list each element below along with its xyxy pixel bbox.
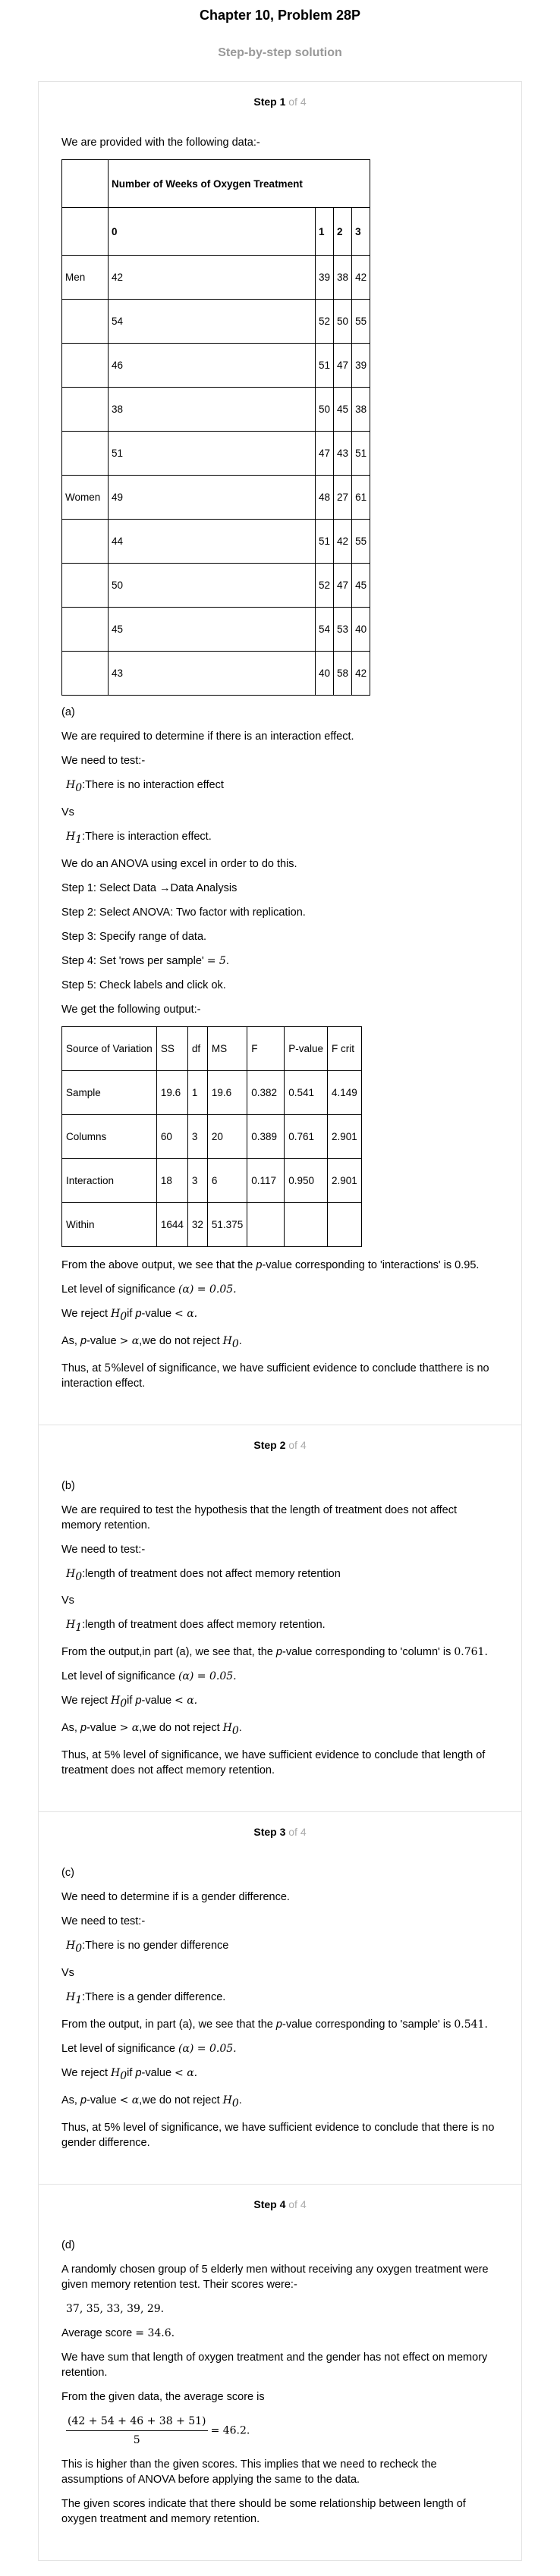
anova-h-pvalue: P-value xyxy=(285,1026,328,1070)
anova-h-ss: SS xyxy=(156,1026,187,1070)
data-cell: 27 xyxy=(334,476,352,520)
anova-header-row xyxy=(62,1026,362,1070)
part-a-required: We are required to determine if there is an interaction effect. xyxy=(61,730,354,743)
average-fraction: $\frac{(42 + 54 + 46 + 38 + 51)}{5}$ xyxy=(68,2414,206,2446)
step-2-of: of 4 xyxy=(288,1438,307,1451)
anova-table-body xyxy=(62,1070,362,1246)
anova-line: We do an ANOVA using excel in order to do this. xyxy=(61,857,297,870)
data-table-row xyxy=(62,300,370,344)
data-cell: 50 xyxy=(334,300,352,344)
anova-row xyxy=(62,1114,362,1158)
anova-cell: 3 xyxy=(187,1114,207,1158)
step-3-label: Step 3 xyxy=(253,1826,286,1839)
excel-step-1: Step 1: Select Data →Data Analysis xyxy=(61,881,238,894)
part-d-scores: 37, 35, 33, 39, 29. xyxy=(66,2302,165,2315)
data-cell: 51 xyxy=(352,432,370,476)
anova-table xyxy=(61,1026,362,1247)
anova-cell: 2.901 xyxy=(327,1158,361,1202)
data-table-header-row xyxy=(62,160,370,208)
data-cell: 42 xyxy=(109,256,316,300)
part-b-vs: Vs xyxy=(61,1594,74,1607)
data-cell: 47 xyxy=(334,344,352,388)
step-4 xyxy=(39,2185,521,2560)
anova-h-fcrit: F crit xyxy=(327,1026,361,1070)
step-4-of: of 4 xyxy=(288,2197,307,2210)
data-table-row xyxy=(62,520,370,564)
part-b-los: Let level of significance (α) = 0.05. xyxy=(61,1670,237,1683)
part-a-h0: $H_0:There$ is no interaction effect xyxy=(66,779,224,794)
bottom-spacer xyxy=(0,2561,560,2576)
anova-cell: 0.541 xyxy=(285,1070,328,1114)
step-2-heading xyxy=(61,1439,499,1451)
oxygen-data-table xyxy=(61,159,370,696)
step-3-of: of 4 xyxy=(288,1826,307,1839)
data-cell: 42 xyxy=(352,256,370,300)
part-b-reject: We reject $H_0if$ p-value < α. xyxy=(61,1695,198,1711)
data-cell: 43 xyxy=(334,432,352,476)
data-row-group xyxy=(62,608,109,652)
part-a-from-output: From the above output, we see that the p-value corresponding to 'interactions' is 0.95. xyxy=(61,1258,480,1271)
part-a-thus: Thus, at 5%level of significance, we have sufficient evidence to conclude thatthere is no interaction effect. xyxy=(61,1362,489,1390)
anova-cell: 0.117 xyxy=(247,1158,285,1202)
part-c-los: Let level of significance (α) = 0.05. xyxy=(61,2042,237,2055)
data-cell: 44 xyxy=(109,520,316,564)
anova-cell: 0.382 xyxy=(247,1070,285,1114)
data-row-group xyxy=(62,652,109,696)
excel-step-3: Step 3: Specify range of data. xyxy=(61,930,207,943)
data-cell: 45 xyxy=(109,608,316,652)
anova-cell: Sample xyxy=(62,1070,157,1114)
data-cell: 47 xyxy=(334,564,352,608)
part-a-as: As, p-value > α,we do not reject $H_0$. xyxy=(61,1334,242,1350)
part-a-vs: Vs xyxy=(61,806,74,818)
part-d-label: (d) xyxy=(61,2238,75,2251)
part-b-thus: Thus, at 5% level of significance, we have sufficient evidence to conclude that length of treatment does not affect memory retention. xyxy=(61,1749,486,1777)
data-row-group xyxy=(62,344,109,388)
data-row-group: Women xyxy=(62,476,109,520)
part-d-intro: A randomly chosen group of 5 elderly men without receiving any oxygen treatment were given memory retention test. Their scores were:- xyxy=(61,2263,489,2291)
anova-cell: 51.375 xyxy=(207,1202,247,1246)
data-cell: 55 xyxy=(352,520,370,564)
data-cell: 45 xyxy=(352,564,370,608)
data-row-group: Men xyxy=(62,256,109,300)
data-cell: 49 xyxy=(109,476,316,520)
data-cell: 51 xyxy=(316,520,334,564)
part-c-vs: Vs xyxy=(61,1967,74,1980)
step-1 xyxy=(39,82,521,1425)
anova-cell: Within xyxy=(62,1202,157,1246)
data-col-0: 0 xyxy=(109,208,316,256)
step-4-heading xyxy=(61,2198,499,2210)
data-cell: 53 xyxy=(334,608,352,652)
data-cell: 54 xyxy=(109,300,316,344)
excel-step-4: Step 4: Set 'rows per sample' = 5. xyxy=(61,954,229,967)
data-table-row xyxy=(62,256,370,300)
part-b-as: As, p-value > α,we do not reject $H_0$. xyxy=(61,1722,242,1738)
part-a-h1: $H_1:There$ is interaction effect. xyxy=(66,830,212,846)
anova-cell xyxy=(285,1202,328,1246)
data-cell: 39 xyxy=(316,256,334,300)
data-cell: 38 xyxy=(352,388,370,432)
data-cell: 50 xyxy=(109,564,316,608)
anova-row xyxy=(62,1070,362,1114)
data-table-col-blank xyxy=(62,208,109,256)
data-table-corner xyxy=(62,160,109,208)
data-col-2: 2 xyxy=(334,208,352,256)
page-header xyxy=(0,0,560,60)
part-d-average: Average score = 34.6. xyxy=(61,2326,175,2339)
data-cell: 38 xyxy=(334,256,352,300)
part-d-higher: This is higher than the given scores. This implies that we need to recheck the assumptions of ANOVA before applying the same to the data. xyxy=(61,2458,437,2486)
anova-h-ms: MS xyxy=(207,1026,247,1070)
step-4-label: Step 4 xyxy=(253,2197,286,2210)
data-cell: 43 xyxy=(109,652,316,696)
data-cell: 47 xyxy=(316,432,334,476)
data-cell: 42 xyxy=(352,652,370,696)
anova-cell xyxy=(247,1202,285,1246)
data-cell: 52 xyxy=(316,300,334,344)
part-c-required: We need to determine if is a gender difference. xyxy=(61,1891,290,1904)
anova-cell: 60 xyxy=(156,1114,187,1158)
page-title: Chapter 10, Problem 28P xyxy=(199,8,361,23)
data-cell: 40 xyxy=(316,652,334,696)
data-cell: 52 xyxy=(316,564,334,608)
data-cell: 38 xyxy=(109,388,316,432)
anova-cell: 1644 xyxy=(156,1202,187,1246)
data-cell: 42 xyxy=(334,520,352,564)
part-d-conclusion: The given scores indicate that there should be some relationship between length of oxygen treatment and memory retention. xyxy=(61,2497,466,2525)
data-cell: 40 xyxy=(352,608,370,652)
anova-cell: 0.950 xyxy=(285,1158,328,1202)
data-cell: 58 xyxy=(334,652,352,696)
part-a-label: (a) xyxy=(61,706,75,718)
data-cell: 55 xyxy=(352,300,370,344)
anova-h-source: Source of Variation xyxy=(62,1026,157,1070)
data-cell: 61 xyxy=(352,476,370,520)
part-a-need-test: We need to test:- xyxy=(61,755,146,767)
part-b-required: We are required to test the hypothesis that the length of treatment does not affect memory retention. xyxy=(61,1503,457,1531)
anova-h-f: F xyxy=(247,1026,285,1070)
anova-cell: Interaction xyxy=(62,1158,157,1202)
data-table-row xyxy=(62,388,370,432)
data-table-body xyxy=(62,256,370,696)
anova-cell: 18 xyxy=(156,1158,187,1202)
data-row-group xyxy=(62,300,109,344)
anova-cell: 1 xyxy=(187,1070,207,1114)
data-table-row xyxy=(62,432,370,476)
part-b-need-test: We need to test:- xyxy=(61,1543,146,1556)
data-cell: 54 xyxy=(316,608,334,652)
solution-card xyxy=(38,81,522,2561)
step-2 xyxy=(39,1425,521,1813)
page-subtitle: Step-by-step solution xyxy=(218,46,342,59)
anova-row xyxy=(62,1202,362,1246)
anova-cell: 0.389 xyxy=(247,1114,285,1158)
data-table-row xyxy=(62,344,370,388)
data-table-row xyxy=(62,476,370,520)
anova-cell: 19.6 xyxy=(207,1070,247,1114)
data-table-col-row xyxy=(62,208,370,256)
part-d-assume: We have sum that length of oxygen treatment and the gender has not effect on memory retention. xyxy=(61,2351,488,2379)
data-row-group xyxy=(62,564,109,608)
data-col-1: 1 xyxy=(316,208,334,256)
anova-h-df: df xyxy=(187,1026,207,1070)
data-row-group xyxy=(62,388,109,432)
part-c-need-test: We need to test:- xyxy=(61,1915,146,1928)
part-a-reject: We reject $H_0if$ p-value < α. xyxy=(61,1307,198,1323)
arrow-icon: → xyxy=(159,881,171,894)
anova-cell: 32 xyxy=(187,1202,207,1246)
step-3 xyxy=(39,1812,521,2185)
anova-cell: 2.901 xyxy=(327,1114,361,1158)
part-d-fraction: $\frac{(42 + 54 + 46 + 38 + 51)}{5}$ = 46.2. xyxy=(68,2414,250,2446)
step-1-label: Step 1 xyxy=(253,96,286,108)
step-2-label: Step 2 xyxy=(253,1438,286,1451)
step-1-of: of 4 xyxy=(288,96,307,108)
part-b-h1: $H_1:length$ of treatment does affect memory retention. xyxy=(66,1619,326,1635)
data-row-group xyxy=(62,432,109,476)
part-c-h1: $H_1:There$ is a gender difference. xyxy=(66,1991,226,2006)
anova-cell xyxy=(327,1202,361,1246)
part-c-h0: $H_0:There$ is no gender difference xyxy=(66,1940,229,1956)
part-b-from: From the output,in part (a), we see that, the p-value corresponding to 'column' is 0.761. xyxy=(61,1646,488,1659)
data-cell: 51 xyxy=(109,432,316,476)
anova-cell: 20 xyxy=(207,1114,247,1158)
data-row-group xyxy=(62,520,109,564)
data-cell: 51 xyxy=(316,344,334,388)
data-table-header: Number of Weeks of Oxygen Treatment xyxy=(109,160,370,208)
data-table-row xyxy=(62,564,370,608)
anova-cell: 6 xyxy=(207,1158,247,1202)
anova-cell: Columns xyxy=(62,1114,157,1158)
data-col-3: 3 xyxy=(352,208,370,256)
excel-step-5: Step 5: Check labels and click ok. xyxy=(61,979,226,991)
part-c-as: As, p-value < α,we do not reject $H_0$. xyxy=(61,2094,242,2109)
data-cell: 48 xyxy=(316,476,334,520)
part-c-label: (c) xyxy=(61,1867,74,1880)
data-cell: 45 xyxy=(334,388,352,432)
part-b-h0: $H_0:length$ of treatment does not affect memory retention xyxy=(66,1567,341,1583)
part-c-thus: Thus, at 5% level of significance, we have sufficient evidence to conclude that there is no gender difference. xyxy=(61,2121,495,2149)
part-b-label: (b) xyxy=(61,1479,75,1492)
anova-cell: 19.6 xyxy=(156,1070,187,1114)
step-1-intro: We are provided with the following data:- xyxy=(61,137,260,149)
data-cell: 50 xyxy=(316,388,334,432)
anova-cell: 4.149 xyxy=(327,1070,361,1114)
output-line: We get the following output:- xyxy=(61,1003,201,1016)
part-c-reject: We reject $H_0if$ p-value < α. xyxy=(61,2066,198,2082)
anova-cell: 0.761 xyxy=(285,1114,328,1158)
data-table-row xyxy=(62,652,370,696)
step-3-heading xyxy=(61,1826,499,1838)
data-cell: 46 xyxy=(109,344,316,388)
part-a-los: Let level of significance (α) = 0.05. xyxy=(61,1283,237,1296)
part-d-given: From the given data, the average score is xyxy=(61,2390,265,2403)
anova-cell: 3 xyxy=(187,1158,207,1202)
part-c-from: From the output, in part (a), we see that the p-value corresponding to 'sample' is 0.541. xyxy=(61,2018,488,2031)
data-table-row xyxy=(62,608,370,652)
excel-step-2: Step 2: Select ANOVA: Two factor with replication. xyxy=(61,906,306,919)
data-cell: 39 xyxy=(352,344,370,388)
anova-row xyxy=(62,1158,362,1202)
step-1-heading xyxy=(61,96,499,108)
